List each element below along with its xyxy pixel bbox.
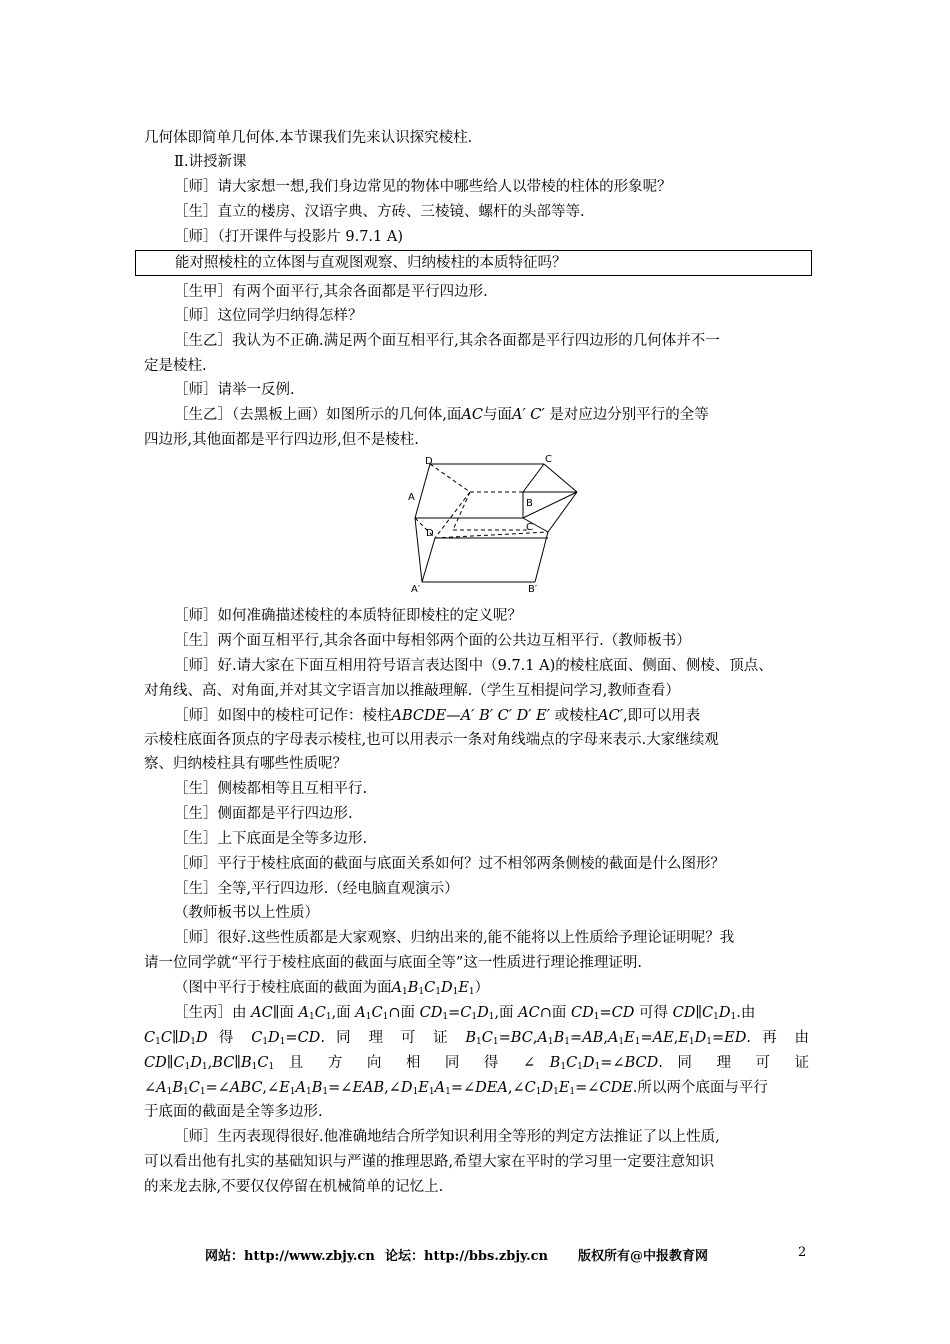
paragraph-line: ［生］全等,平行四边形.（经电脑直观演示） — [174, 881, 459, 897]
paragraph-line: ［生乙］我认为不正确.满足两个面互相平行,其余各面都是平行四边形的几何体并不一 — [174, 333, 720, 349]
text-run: 或棱柱 — [554, 708, 599, 724]
proof-line: ［生丙］由 AC∥面 $A_1C_1$,面 $A_1C_1\cap$面 $CD_1=C_1D_1$,面 AC∩面 $CD_1=CD$ 可得 $CD\parallel C_1D_1$.由 — [174, 1005, 756, 1022]
paragraph-line: ［师］这位同学归纳得怎样？ — [174, 308, 363, 324]
text-run: ） — [474, 980, 490, 996]
paragraph-line: ［师］平行于棱柱底面的截面与底面关系如何？过不相邻两条侧棱的截面是什么图形？ — [174, 856, 725, 872]
vertex-label: D — [425, 456, 433, 467]
paragraph-line: 对角线、高、对角面,并对其文字语言加以推敲理解.（学生互相提问学习,教师查看） — [144, 683, 680, 699]
paragraph-line: （教师板书以上性质） — [174, 905, 319, 921]
boxed-question: 能对照棱柱的立体图与直观图观察、归纳棱柱的本质特征吗？ — [175, 255, 567, 271]
footer-forum-link[interactable]: 论坛：http://bbs.zbjy.cn — [385, 1249, 549, 1264]
footer-copyright: 版权所有@中报教育网 — [578, 1249, 709, 1264]
paragraph-line: ［师］生丙表现得很好.他准确地结合所学知识利用全等形的判定方法推证了以上性质, — [174, 1129, 720, 1145]
paragraph-line: ［生］两个面互相平行,其余各面中每相邻两个面的公共边互相平行.（教师板书） — [174, 633, 691, 649]
vertex-label: B′ — [528, 584, 538, 595]
paragraph-line — [174, 403, 809, 427]
proof-line: 于底面的截面是全等多边形. — [144, 1104, 323, 1120]
text-run: 是对应边分别平行的全等 — [549, 407, 709, 423]
paragraph-line: ［师］好.请大家在下面互相用符号语言表达图中（9.7.1 A)的棱柱底面、侧面、侧棱、顶点、 — [174, 658, 773, 674]
paragraph-line: ［生］上下底面是全等多边形. — [174, 831, 368, 847]
text-run: ,即可以用表 — [623, 708, 701, 724]
paragraph-line: （图中平行于棱柱底面的截面为面$A_1B_1C_1D_1E_1$） — [174, 980, 490, 997]
page-number: 2 — [798, 1245, 807, 1260]
paragraph-line: ［师］请举一反例. — [174, 382, 295, 398]
paragraph-line: 的来龙去脉,不要仅仅停留在机械简单的记忆上. — [144, 1179, 444, 1195]
paragraph-line: ［师］如何准确描述棱柱的本质特征即棱柱的定义呢？ — [174, 608, 522, 624]
text-run: （图中平行于棱柱底面的截面为面 — [174, 980, 392, 996]
paragraph-line: 定是棱柱. — [144, 358, 207, 374]
question-box — [135, 250, 812, 276]
text-run: ［生乙］（去黑板上画）如图所示的几何体,面 — [174, 407, 462, 423]
proof-line: $CD\parallel C_1D_1,BC\parallel B_1C_1$ 且 方 向 相 同 得 ∠ $B_1C_1D_1=\angle BCD$. 同 理 可 证 — [144, 1055, 809, 1072]
paragraph-line: 四边形,其他面都是平行四边形,但不是棱柱. — [144, 432, 419, 448]
paragraph-line: 示棱柱底面各顶点的字母表示棱柱,也可以用表示一条对角线端点的字母来表示.大家继续观 — [144, 732, 719, 748]
paragraph-line: 几何体即简单几何体.本节课我们先来认识探究棱柱. — [144, 130, 473, 146]
paragraph-line: ［生］直立的楼房、汉语字典、方砖、三棱镜、螺杆的头部等等. — [174, 204, 585, 220]
math-run: AC — [461, 407, 483, 423]
vertex-label: A′ — [411, 584, 421, 595]
paragraph-line: 可以看出他有扎实的基础知识与严谨的推理思路,希望大家在平时的学习里一定要注意知识 — [144, 1154, 715, 1170]
vertex-label: B — [526, 498, 533, 509]
vertex-label: C — [545, 454, 552, 465]
paragraph-line — [174, 704, 809, 728]
math-run: AC′ — [598, 708, 623, 724]
section-heading: Ⅱ.讲授新课 — [174, 154, 247, 170]
proof-line: $\angle A_1B_1C_1=\angle ABC,\angle E_1A_1B_1=\angle EAB,\angle D_1E_1A_1=\angle DEA,\angle C_1D_1E_1=\angle CDE$.所以两个底面与平行 — [144, 1080, 768, 1097]
text-run: 与面 — [482, 407, 512, 423]
proof-line: $C_1C\parallel D_1D$ 得 $C_1D_1=CD$. 同 理 可 证 $B_1C_1=BC,A_1B_1=AB,A_1E_1=AE,E_1D_1=ED$. 再 由 — [144, 1030, 810, 1047]
paragraph-line: 察、归纳棱柱具有哪些性质呢？ — [144, 756, 347, 772]
text-run: ［师］如图中的棱柱可记作：棱柱 — [174, 708, 392, 724]
paragraph-line: ［师］（打开课件与投影片 9.7.1 A) — [174, 229, 403, 245]
footer-site-link[interactable]: 网站：http://www.zbjy.cn — [205, 1249, 375, 1264]
page-footer — [0, 1245, 950, 1265]
math-run: ABCDE—A′ B′ C′ D′ E′ — [391, 708, 551, 724]
paragraph-line: ［生甲］有两个面平行,其余各面都是平行四边形. — [174, 284, 488, 300]
vertex-label: C — [526, 522, 533, 533]
paragraph-line: ［生］侧棱都相等且互相平行. — [174, 781, 368, 797]
paragraph-line: ［生］侧面都是平行四边形. — [174, 806, 353, 822]
vertex-label: A — [408, 492, 415, 503]
prism-counterexample-figure — [405, 450, 585, 600]
paragraph-line: ［师］很好.这些性质都是大家观察、归纳出来的,能不能将以上性质给予理论证明呢？我 — [174, 930, 735, 946]
paragraph-line: ［师］请大家想一想,我们身边常见的物体中哪些给人以带棱的柱体的形象呢？ — [174, 179, 672, 195]
paragraph-line: 请一位同学就“平行于棱柱底面的截面与底面全等”这一性质进行理论推理证明. — [144, 955, 642, 971]
vertex-label: D — [426, 528, 434, 539]
math-run: A′ C′ — [511, 407, 545, 423]
